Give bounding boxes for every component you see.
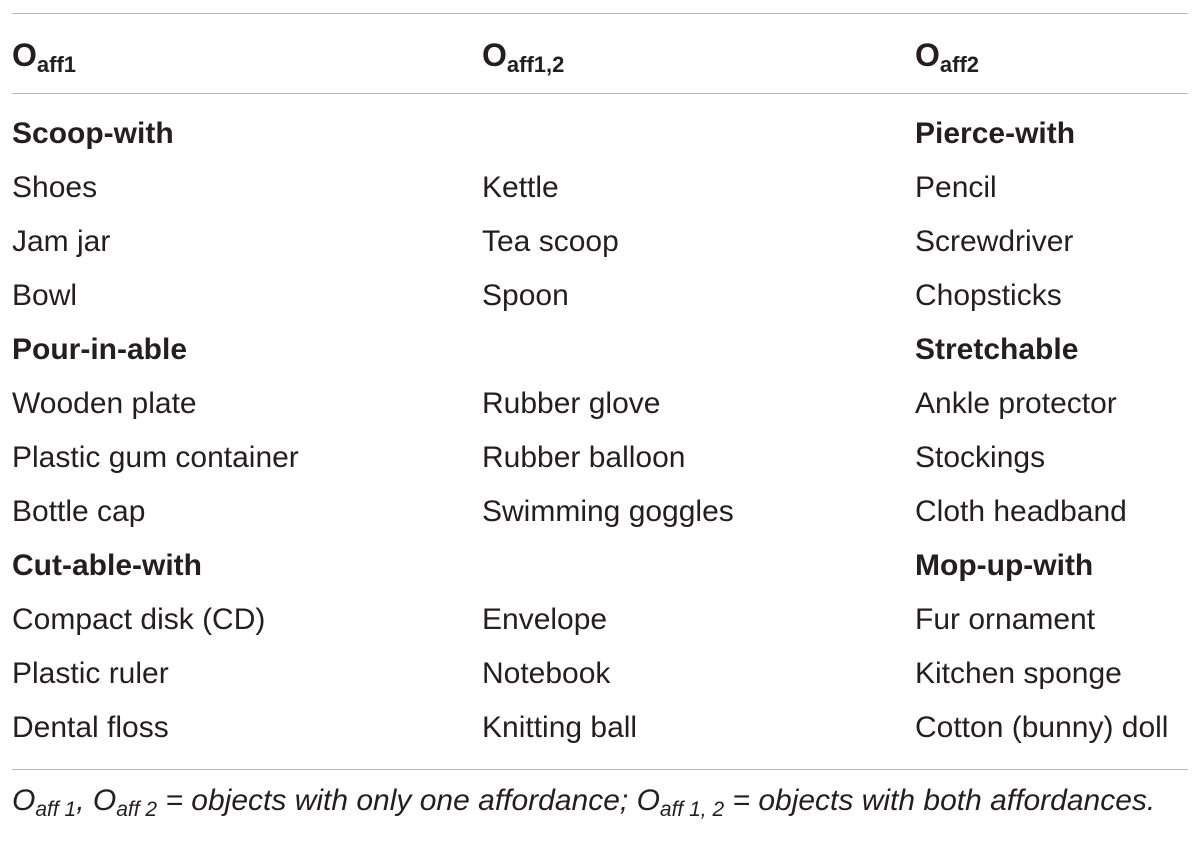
cell-aff1: Wooden plate [12,387,197,420]
cell-aff1: Plastic gum container [12,441,299,474]
cell-aff12: Knitting ball [482,711,638,744]
cell-aff12: Notebook [482,657,611,690]
table-bottom-rule [12,769,1188,770]
cell-aff1: Dental floss [12,711,169,744]
cell-aff12: Rubber balloon [482,441,686,474]
table-row [0,161,1200,215]
cell-aff12: Kettle [482,171,559,204]
cell-aff1: Shoes [12,171,98,204]
table-row [0,593,1200,647]
cell-aff12: Swimming goggles [482,495,734,528]
cell-aff1: Bottle cap [12,495,146,528]
header-col2: $O_{aff1,2}$ [482,37,565,77]
cell-aff1: Compact disk (CD) [12,603,266,636]
cell-aff2: Cotton (bunny) doll [915,711,1169,744]
cell-aff12: Spoon [482,279,569,312]
cell-aff2: Chopsticks [915,279,1062,312]
cell-aff12: Envelope [482,603,608,636]
table-row [0,269,1200,323]
cell-aff2: Ankle protector [915,387,1117,420]
cell-aff2: Pencil [915,171,997,204]
header-col3: $O_{aff2}$ [915,37,980,77]
cell-aff1: Plastic ruler [12,657,169,690]
table-row [0,215,1200,269]
cell-aff2: Fur ornament [915,603,1096,636]
table-row [0,701,1200,755]
category-left: Scoop-with [12,117,174,150]
table-top-rule [12,13,1188,14]
category-left: Pour-in-able [12,333,188,366]
table-row [0,377,1200,431]
cell-aff2: Stockings [915,441,1046,474]
category-row [0,539,1200,593]
category-left: Cut-able-with [12,549,202,582]
category-right: Stretchable [915,333,1079,366]
cell-aff2: Kitchen sponge [915,657,1122,690]
category-row [0,323,1200,377]
category-right: Mop-up-with [915,549,1094,582]
table-footnote: $O_{aff 1}$, $O_{aff 2}$ = objects with only one affordance; $O_{aff 1, 2}$ = objects with both affordances. [12,784,1156,821]
table-row [0,485,1200,539]
cell-aff12: Rubber glove [482,387,661,420]
category-right: Pierce-with [915,117,1076,150]
table-header-row [0,28,1200,82]
table-header-rule [12,93,1188,94]
cell-aff1: Jam jar [12,225,111,258]
cell-aff12: Tea scoop [482,225,619,258]
cell-aff1: Bowl [12,279,78,312]
cell-aff2: Cloth headband [915,495,1127,528]
table-row [0,647,1200,701]
cell-aff2: Screwdriver [915,225,1074,258]
table-row [0,431,1200,485]
header-col1: $O_{aff1}$ [12,37,77,77]
category-row [0,107,1200,161]
